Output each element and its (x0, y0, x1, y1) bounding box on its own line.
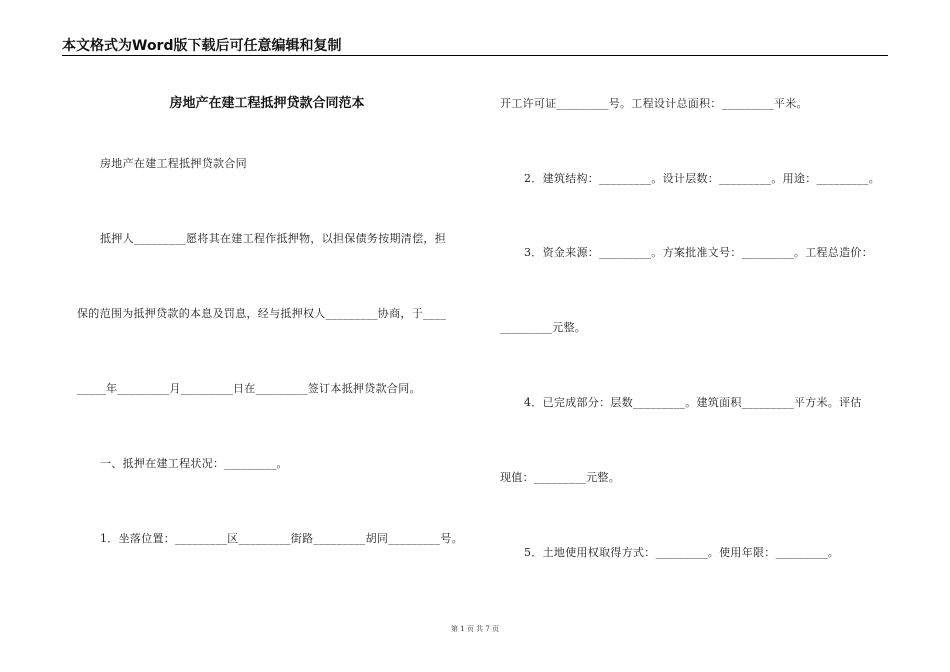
page-footer: 第 1 页 共 7 页 (450, 625, 500, 633)
right-line-3: 3．资金来源：_________。方案批准文号：_________。工程总造价： (524, 246, 873, 259)
left-line-3: 保的范围为抵押贷款的本息及罚息，经与抵押权人_________协商，于____ (77, 307, 447, 320)
left-line-1: 房地产在建工程抵押贷款合同 (100, 157, 247, 170)
right-line-7: 5．土地使用权取得方式：_________。使用年限：_________。 (524, 546, 840, 559)
right-line-4: _________元整。 (500, 321, 587, 334)
left-line-4: _____年_________月_________日在_________签订本抵押贷款合同。 (77, 382, 421, 395)
left-line-5: 一、抵押在建工程状况：_________。 (100, 457, 288, 470)
page-header (62, 33, 888, 56)
right-line-5: 4．已完成部分：层数_________。建筑面积_________平方米。评估 (524, 396, 862, 409)
left-line-2: 抵押人_________愿将其在建工程作抵押物，以担保债务按期清偿，担 (100, 232, 446, 245)
left-line-6: 1．坐落位置：_________区_________街路_________胡同_________号。 (100, 532, 463, 545)
document-title: 房地产在建工程抵押贷款合同范本 (169, 96, 365, 111)
right-line-6: 现值：_________元整。 (500, 471, 620, 484)
right-line-2: 2．建筑结构：_________。设计层数：_________。用途：_________。 (524, 172, 880, 185)
header-text: 本文格式为Word版下载后可任意编辑和复制 (62, 38, 342, 54)
right-line-1: 开工许可证_________号。工程设计总面积：_________平米。 (500, 97, 808, 110)
